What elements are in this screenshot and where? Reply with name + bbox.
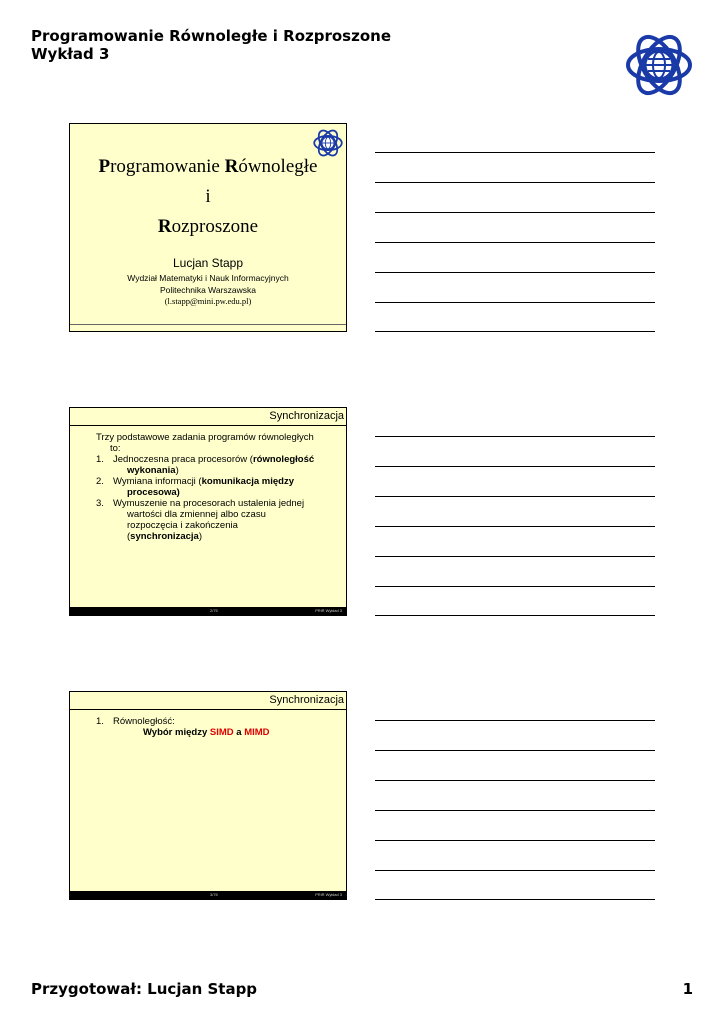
slide-footer bbox=[70, 891, 346, 899]
slide-heading: Synchronizacja bbox=[269, 410, 344, 422]
note-line bbox=[375, 526, 655, 527]
document-header bbox=[31, 27, 391, 63]
slide-heading-divider bbox=[70, 425, 346, 426]
note-line bbox=[375, 750, 655, 751]
note-line bbox=[375, 242, 655, 243]
note-line bbox=[375, 556, 655, 557]
slide-title-page bbox=[69, 123, 347, 332]
note-line bbox=[375, 780, 655, 781]
slide-footer-name: PRiR Wykład 3 bbox=[315, 892, 342, 897]
course-title: Programowanie Równoległe i Rozproszone bbox=[31, 27, 391, 45]
note-line bbox=[375, 212, 655, 213]
note-line bbox=[375, 840, 655, 841]
university-globe-logo-icon bbox=[624, 29, 694, 101]
slide-footer-name: PRiR Wykład 3 bbox=[315, 608, 342, 613]
intro-text-cont: to: bbox=[110, 443, 121, 454]
simd-mimd-line: Wybór między SIMD a MIMD bbox=[143, 727, 270, 738]
list-item: 1. Jednoczesna praca procesorów (równoległość wykonania) bbox=[96, 454, 315, 476]
slide-main-title: Programowanie Równoległe i Rozproszone bbox=[98, 156, 318, 237]
slide-footer bbox=[70, 607, 346, 615]
note-line bbox=[375, 152, 655, 153]
slide-body bbox=[96, 432, 338, 542]
slide-heading: Synchronizacja bbox=[269, 694, 344, 706]
author-name: Lucjan Stapp bbox=[172, 256, 244, 270]
slide-heading-divider bbox=[70, 709, 346, 710]
intro-text: Trzy podstawowe zadania programów równoległych bbox=[96, 432, 314, 443]
slide-body bbox=[96, 716, 338, 738]
note-line bbox=[375, 331, 655, 332]
affiliation-faculty: Wydział Matematyki i Nauk Informacyjnych bbox=[127, 273, 289, 283]
note-line bbox=[375, 899, 655, 900]
slide-synchronizacja-simd-mimd bbox=[69, 691, 347, 900]
note-line bbox=[375, 870, 655, 871]
slide-divider bbox=[70, 324, 346, 325]
author-email: (l.stapp@mini.pw.edu.pl) bbox=[164, 296, 252, 306]
page-number: 1 bbox=[682, 980, 693, 998]
note-line bbox=[375, 182, 655, 183]
note-line bbox=[375, 810, 655, 811]
note-line bbox=[375, 466, 655, 467]
note-line bbox=[375, 720, 655, 721]
note-line bbox=[375, 436, 655, 437]
list-item: 3. Wymuszenie na procesorach ustalenia jednej wartości dla zmiennej albo czasu rozpoczęcia i zakończenia (synchronizacja) bbox=[96, 498, 305, 542]
list-item: 1. Równoległość: bbox=[96, 716, 175, 727]
slide-page-number: 3/75 bbox=[210, 892, 218, 897]
slide-synchronizacja-tasks bbox=[69, 407, 347, 616]
note-line bbox=[375, 496, 655, 497]
prepared-by: Przygotował: Lucjan Stapp bbox=[31, 980, 258, 998]
note-line bbox=[375, 615, 655, 616]
affiliation-university: Politechnika Warszawska bbox=[159, 285, 257, 295]
slide-page-number: 2/75 bbox=[210, 608, 218, 613]
lecture-number: Wykład 3 bbox=[31, 45, 110, 63]
list-item: 2. Wymiana informacji (komunikacja między procesowa) bbox=[96, 476, 295, 498]
note-line bbox=[375, 586, 655, 587]
note-line bbox=[375, 272, 655, 273]
note-line bbox=[375, 302, 655, 303]
